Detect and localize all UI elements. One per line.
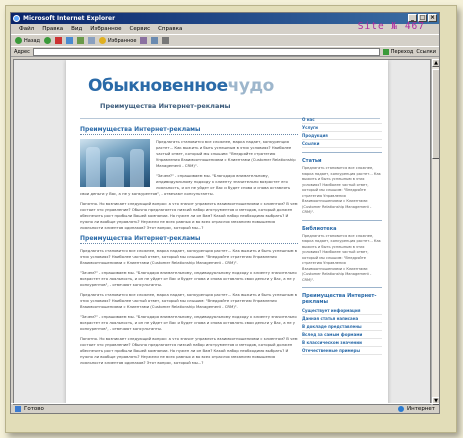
nav-links[interactable]: Ссылки — [302, 140, 382, 148]
menu-favorites[interactable]: Избранное — [90, 26, 122, 32]
go-button[interactable] — [383, 49, 414, 55]
paragraph: Понятно. Но возникает следующий вопрос: а что значит управлять взаимоотношениями с клиентом? В чем состоит это управление? Обычно предлагается низкий набор инструментов и методов, который должен обеспечить рост прибыли Вашей компании. Но нужен ли он Вам? Какой набор необходимо выбрать? И нужно ли вообще управлять? Неужели не всех равных и во всех отраслях механизм повышения лояльности клиентов одинаков? Этот вопрос, который мы...? — [80, 336, 298, 365]
advantages-link[interactable]: Отечественные примеры — [302, 347, 382, 355]
links-button[interactable]: Ссылки — [416, 48, 436, 55]
internet-globe-icon — [398, 406, 404, 412]
nav-products[interactable]: Продукция — [302, 132, 382, 140]
menu-help[interactable]: Справка — [158, 26, 183, 32]
stop-icon[interactable] — [55, 37, 62, 44]
advantages-link[interactable]: Вслед за самым формами — [302, 331, 382, 339]
minimize-button[interactable]: _ — [408, 14, 417, 22]
sidebar — [302, 116, 382, 364]
ie-logo-icon — [13, 15, 20, 22]
library-heading: Библиотека — [302, 225, 337, 232]
site-tagline: Преимущества Интернет-рекламы — [100, 102, 231, 110]
advantages-link[interactable]: В классическом значении — [302, 339, 382, 347]
sidebar-library — [302, 226, 382, 289]
library-text: Предлагать становится все сложнее, марка падает, конкуренция растет... Как выжить и быть успешным в этих условиях? Наиболее частый ответ, который мы слышим: "Внедряйте стратегию Управления Взаимоотношениями с Клиентами (Customer Relationship Management - CRM)". — [302, 233, 381, 282]
address-label: Адрес — [14, 48, 30, 55]
section-heading-1: Преимущества Интернет-рекламы — [80, 126, 298, 135]
advantages-heading: Преимущества Интернет-рекламы — [302, 293, 377, 305]
web-page — [66, 60, 388, 405]
menu-view[interactable]: Вид — [71, 26, 83, 32]
site-logo[interactable] — [88, 76, 274, 96]
page-done-icon — [15, 406, 21, 412]
forward-arrow-icon[interactable] — [44, 37, 51, 44]
paragraph: "Зачем?" - спрашиваем мы. "Благодаря внимательному, индивидуальному подходу к клиенту значительно возрастет его лояльность, и он не уйдет от Вас и будет снова и снова оставлять свои деньги у Вас, а не у конкурентов", - отвечают консультанты. — [80, 314, 297, 331]
favorites-button[interactable] — [99, 37, 136, 44]
advantages-link[interactable]: Существует информация — [302, 307, 382, 315]
toolbar — [11, 34, 439, 46]
logo-part-1: Обыкновенное — [88, 76, 228, 96]
articles-heading: Статьи — [302, 158, 322, 164]
print-icon[interactable] — [162, 37, 169, 44]
search-icon[interactable] — [88, 37, 95, 44]
history-icon[interactable] — [140, 37, 147, 44]
paragraph: Понятно. Но возникает следующий вопрос: а что значит управлять взаимоотношениями с клиентом? В чем состоит это управление? Обычно предлагается низкий набор инструментов и методов, который должен обеспечить рост прибыли Вашей компании. Но нужен ли он Вам? Какой набор необходимо выбрать? И нужно ли вообще управлять? Неужели не всех равных и во всех отраслях механизм повышения лояльности клиентов одинаков? Этот вопрос, который мы...? — [80, 201, 298, 230]
mail-icon[interactable] — [151, 37, 158, 44]
close-button[interactable]: × — [429, 14, 436, 21]
paragraph: Предлагать становится все сложнее, марка падает, конкуренция растет... Как выжить и быть успешным в этих условиях? Наиболее частый ответ, который мы слышим: "Внедряйте стратегию Управления Взаимоотношениями с Клиентами (Customer Relationship Management - CRM)". — [80, 292, 297, 309]
browser-window — [10, 12, 440, 414]
paragraph: Предлагать становится все сложнее, марка падает, конкуренция растет... Как выжить и быть успешным в этих условиях? Наиболее частый ответ, который мы слышим: "Внедряйте стратегию Управления Взаимоотношениями с Клиентами (Customer Relationship Management - CRM)". — [80, 248, 297, 265]
article-photo — [80, 139, 150, 187]
site-number-label: Site № 467 — [357, 21, 425, 32]
window-title: Microsoft Internet Explorer — [23, 15, 116, 22]
vertical-scrollbar[interactable] — [431, 59, 439, 405]
scroll-thumb[interactable] — [432, 69, 440, 159]
logo-part-2: чудо — [227, 76, 274, 96]
back-arrow-icon — [15, 37, 22, 44]
menu-file[interactable]: Файл — [19, 26, 35, 32]
nav-services[interactable]: Услуги — [302, 124, 382, 132]
status-text: Готово — [24, 405, 44, 412]
favorites-label: Избранное — [108, 37, 137, 44]
sidebar-articles — [302, 158, 382, 221]
advantages-link[interactable]: В докладе представлены — [302, 323, 382, 331]
paragraph: "Зачем?" - спрашиваем мы. "Благодаря внимательному, индивидуальному подходу к клиенту значительно возрастет его лояльность, и он не уйдет от Вас и будет снова и снова оставлять свои деньги у Вас, а не у конкурентов", - отвечают консультанты. — [80, 270, 297, 287]
maximize-button[interactable]: □ — [419, 14, 426, 21]
scroll-up-button[interactable]: ▲ — [432, 59, 440, 67]
paragraph: "Зачем?" - спрашиваем мы. "Благодаря внимательному, индивидуальному подходу к клиенту значительно возрастет его лояльность, и он не уйдет от Вас и будет снова и снова оставлять свои деньги у Вас, а не у конкурентов", - отвечают консультанты. — [80, 173, 291, 196]
back-button[interactable] — [15, 37, 40, 44]
security-zone — [398, 406, 435, 412]
sidebar-nav — [302, 116, 382, 153]
go-arrow-icon — [383, 49, 389, 55]
star-icon — [99, 37, 106, 44]
status-bar — [11, 403, 440, 413]
section-heading-2: Преимущества Интернет-рекламы — [80, 235, 298, 244]
menu-bar — [11, 21, 439, 34]
sidebar-advantages — [302, 293, 382, 359]
menu-tools[interactable]: Сервис — [129, 26, 151, 32]
advantages-link[interactable]: Данная статья написана — [302, 315, 382, 323]
articles-text: Предлагать становится все сложнее, марка падает, конкуренция растет... Как выжить и быть успешным в этих условиях? Наиболее частый ответ, который мы слышим: "Внедряйте стратегию Управления Взаимоотношениями с Клиентами (Customer Relationship Management - CRM)". — [302, 166, 381, 214]
page-viewport — [13, 59, 431, 405]
nav-about[interactable]: О нас — [302, 116, 382, 124]
refresh-icon[interactable] — [66, 37, 73, 44]
go-label: Переход — [390, 48, 414, 55]
home-icon[interactable] — [77, 37, 84, 44]
scroll-down-button[interactable]: ▼ — [432, 397, 440, 405]
address-input[interactable] — [33, 48, 380, 56]
back-label: Назад — [24, 37, 41, 44]
paragraph: Предлагать становится все сложнее, марка падает, конкуренция растет... Как выжить и быть успешным в этих условиях? Наиболее частый ответ, который мы слышим: "Внедряйте стратегию Управления Взаимоотношениями с Клиентами (Customer Relationship Management - CRM)". — [156, 139, 296, 168]
main-column — [80, 126, 298, 370]
address-bar — [11, 46, 439, 57]
zone-label: Интернет — [407, 405, 435, 412]
menu-edit[interactable]: Правка — [42, 26, 64, 32]
